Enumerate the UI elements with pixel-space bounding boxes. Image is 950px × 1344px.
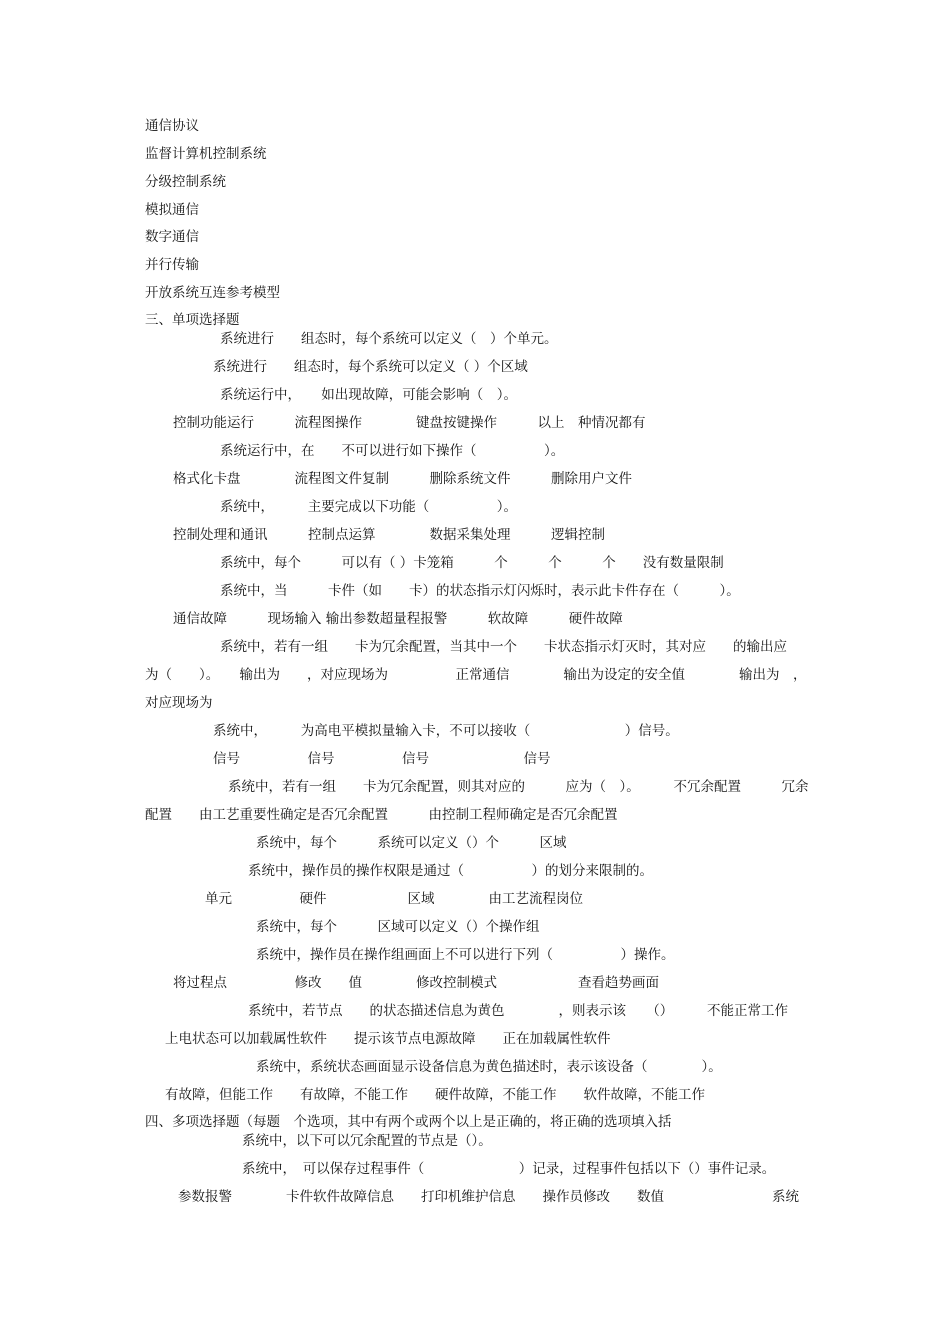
term-line: 模拟通信: [145, 202, 199, 218]
question-line: 系统中，每个 系统可以定义（）个 区域: [256, 835, 567, 851]
question-line: 系统中，若有一组 卡为冗余配置，则其对应的 应为（ ）。 不冗余配置 冗余: [228, 779, 809, 795]
question-line: 系统中，若节点 的状态描述信息为黄色 ，则表示该 （） 不能正常工作: [248, 1003, 788, 1019]
section-heading: 四、多项选择题（每题 个选项，其中有两个或两个以上是正确的，将正确的选项填入括: [145, 1114, 672, 1130]
question-line: 系统中，每个 区域可以定义（）个操作组: [256, 919, 540, 935]
option-line: 格式化卡盘 流程图文件复制 删除系统文件 删除用户文件: [173, 471, 632, 487]
term-line: 并行传输: [145, 257, 199, 273]
question-line: 系统中，当 卡件（如 卡）的状态指示灯闪烁时，表示此卡件存在（ ）。: [220, 583, 740, 599]
option-line: 控制处理和通讯 控制点运算 数据采集处理 逻辑控制: [173, 527, 605, 543]
term-line: 通信协议: [145, 118, 199, 134]
option-line: 将过程点 修改 值 修改控制模式 查看趋势画面: [173, 975, 659, 991]
question-line: 系统中，操作员在操作组画面上不可以进行下列（ ）操作。: [256, 947, 675, 963]
question-line: 系统运行中，在 不可以进行如下操作（ ）。: [220, 443, 565, 459]
question-line: 系统中， 可以保存过程事件（ ）记录，过程事件包括以下（）事件记录。: [242, 1161, 776, 1177]
question-line: 系统中， 主要完成以下功能（ ）。: [220, 499, 517, 515]
option-line: 配置 由工艺重要性确定是否冗余配置 由控制工程师确定是否冗余配置: [145, 807, 618, 823]
question-line: 系统进行 组态时，每个系统可以定义（ ）个单元。: [220, 331, 558, 347]
question-line: 系统中，若有一组 卡为冗余配置，当其中一个 卡状态指示灯灭时，其对应 的输出应: [220, 639, 787, 655]
term-line: 开放系统互连参考模型: [145, 285, 280, 301]
question-line: 系统运行中， 如出现故障，可能会影响（ ）。: [220, 387, 517, 403]
option-line: 通信故障 现场输入 输出参数超量程报警 软故障 硬件故障: [173, 611, 623, 627]
question-line: 对应现场为: [145, 695, 213, 711]
section-heading: 三、单项选择题: [145, 312, 240, 328]
question-line: 系统进行 组态时，每个系统可以定义（ ）个区域: [213, 359, 528, 375]
option-line: 有故障，但能工作 有故障，不能工作 硬件故障，不能工作 软件故障，不能工作: [165, 1087, 705, 1103]
question-line: 系统中，每个 可以有（ ）卡笼箱 个 个 个 没有数量限制: [220, 555, 724, 571]
question-line: 系统中， 为高电平模拟量输入卡，不可以接收（ ）信号。: [213, 723, 679, 739]
term-line: 监督计算机控制系统: [145, 146, 267, 162]
question-line: 系统中，以下可以冗余配置的节点是（）。: [242, 1133, 492, 1149]
option-line: 上电状态可以加载属性软件 提示该节点电源故障 正在加载属性软件: [165, 1031, 611, 1047]
option-line: 信号 信号 信号 信号: [213, 751, 551, 767]
question-line: 系统中，系统状态画面显示设备信息为黄色描述时，表示该设备（ ）。: [256, 1059, 722, 1075]
option-line: 参数报警 卡件软件故障信息 打印机维护信息 操作员修改 数值 系统: [178, 1189, 799, 1205]
question-line: 为（ ）。 输出为 ，对应现场为 正常通信 输出为设定的安全值 输出为 ，: [145, 667, 807, 683]
question-line: 系统中，操作员的操作权限是通过（ ）的划分来限制的。: [248, 863, 653, 879]
term-line: 数字通信: [145, 229, 199, 245]
option-line: 单元 硬件 区域 由工艺流程岗位: [205, 891, 583, 907]
option-line: 控制功能运行 流程图操作 键盘按键操作 以上 种情况都有: [173, 415, 646, 431]
term-line: 分级控制系统: [145, 174, 226, 190]
